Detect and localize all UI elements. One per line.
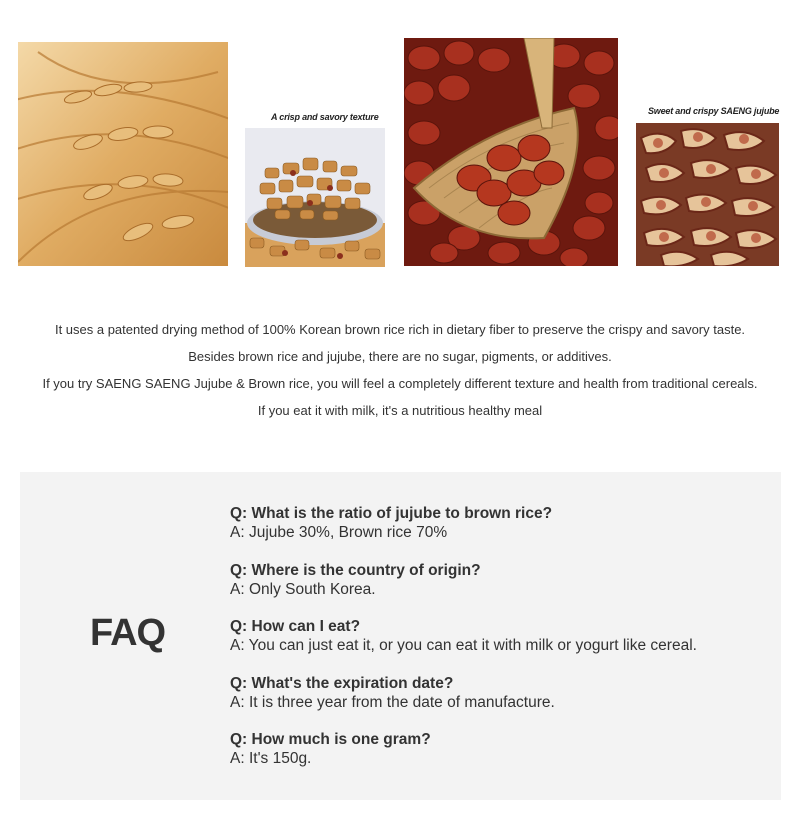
- faq-item: [230, 561, 770, 618]
- faq-list: [230, 504, 770, 787]
- faq-question: Q: What's the expiration date?: [230, 674, 454, 692]
- description-line: If you try SAENG SAENG Jujube & Brown rice, you will feel a completely different texture and health from traditional cereals.: [42, 376, 758, 391]
- description-line: Besides brown rice and jujube, there are no sugar, pigments, or additives.: [188, 349, 612, 364]
- crisp-texture-caption: A crisp and savory texture: [271, 112, 379, 122]
- faq-answer: A: It is three year from the date of manufacture.: [230, 693, 555, 711]
- sweet-jujube-caption: Sweet and crispy SAENG jujube: [648, 106, 780, 116]
- faq-answer: A: You can just eat it, or you can eat it with milk or yogurt like cereal.: [230, 637, 697, 654]
- faq-title: FAQ: [90, 612, 166, 654]
- faq-item: [230, 674, 770, 731]
- faq-item: [230, 730, 770, 787]
- product-description: [0, 316, 800, 424]
- faq-item: [230, 504, 770, 561]
- wheat-image: [18, 42, 228, 266]
- faq-answer: A: Only South Korea.: [230, 580, 376, 598]
- faq-item: [230, 617, 770, 674]
- brown-rice-granola-image: [245, 128, 385, 267]
- faq-answer: A: It's 150g.: [230, 750, 312, 767]
- jujube-basket-image: [404, 38, 618, 266]
- faq-section: [20, 472, 781, 800]
- faq-question: Q: How much is one gram?: [230, 731, 431, 748]
- faq-question: Q: Where is the country of origin?: [230, 561, 481, 579]
- faq-answer: A: Jujube 30%, Brown rice 70%: [230, 524, 448, 541]
- description-line: It uses a patented drying method of 100% Korean brown rice rich in dietary fiber to preserve the crispy and savory taste.: [54, 322, 746, 337]
- faq-question: Q: What is the ratio of jujube to brown rice?: [230, 505, 553, 522]
- faq-question: Q: How can I eat?: [230, 618, 361, 635]
- description-line: If you eat it with milk, it's a nutritious healthy meal: [257, 403, 543, 418]
- dried-jujube-image: [636, 123, 779, 266]
